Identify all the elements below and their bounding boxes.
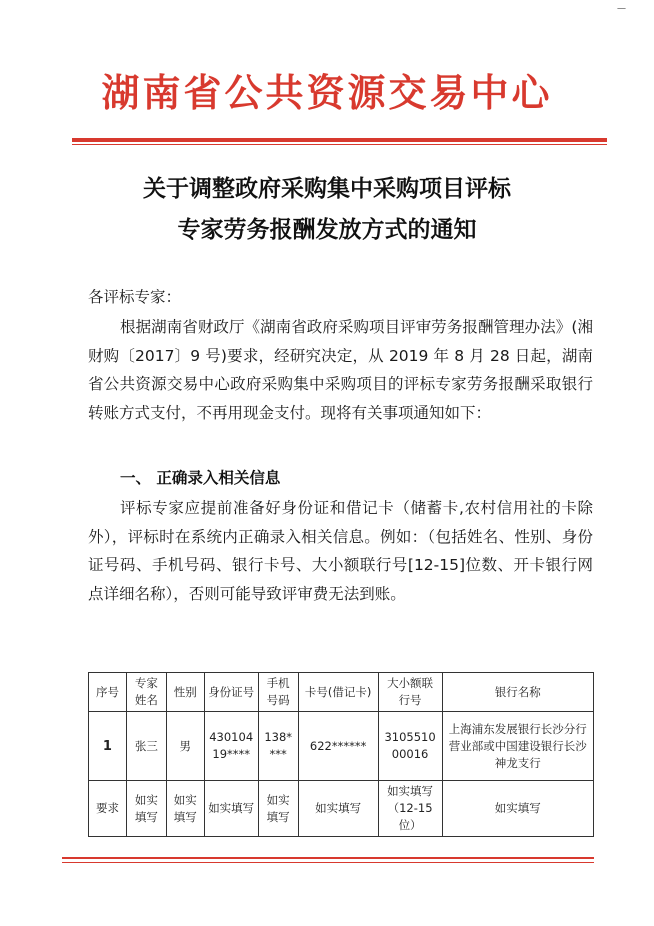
table-cell: 如实填写（12-15 位） bbox=[378, 781, 442, 837]
table-cell: 如实填写 bbox=[166, 781, 204, 837]
notice-title-line1: 关于调整政府采购集中采购项目评标 bbox=[143, 175, 511, 202]
table-cell: 1 bbox=[89, 712, 127, 781]
section-heading-1: 一、 正确录入相关信息 bbox=[120, 469, 281, 487]
header-cell: 专家姓名 bbox=[126, 673, 166, 712]
table-cell: 3105510 00016 bbox=[378, 712, 442, 781]
table-cell: 如实填写 bbox=[204, 781, 258, 837]
letterhead-rule-thin bbox=[72, 144, 607, 145]
salutation: 各评标专家： bbox=[88, 288, 182, 306]
letterhead-title: 湖南省公共资源交易中心 bbox=[101, 70, 553, 115]
info-table bbox=[88, 672, 594, 837]
table-cell: 如实填写 bbox=[258, 781, 298, 837]
paragraph-2: 评标专家应提前准备好身份证和借记卡（储蓄卡,农村信用社的卡除外），评标时在系统内正确录入相关信息。例如：（包括姓名、性别、身份证号码、手机号码、银行卡号、大小额联行号[12-15]位数、开卡银行网点详细名称），否则可能导致评审费无法到账。 bbox=[88, 499, 593, 603]
table-cell: 430104 19**** bbox=[204, 712, 258, 781]
paragraph-1: 根据湖南省财政厅《湖南省政府采购项目评审劳务报酬管理办法》(湘财购〔2017〕9 号)要求，经研究决定，从 2019 年 8 月 28 日起，湖南省公共资源交易中心政府采购集中采购项目的评标专家劳务报酬采取银行转账方式支付，不再用现金支付。现将有关事项通知如下： bbox=[88, 318, 593, 422]
table-row bbox=[89, 781, 594, 837]
footer-rule-thin bbox=[62, 862, 594, 863]
header-cell: 性别 bbox=[166, 673, 204, 712]
table-cell: 男 bbox=[166, 712, 204, 781]
header-cell: 大小额联行号 bbox=[378, 673, 442, 712]
header-cell: 身份证号 bbox=[204, 673, 258, 712]
table-cell: 如实填写 bbox=[126, 781, 166, 837]
table-row bbox=[89, 712, 594, 781]
table-cell: 张三 bbox=[126, 712, 166, 781]
table-cell: 上海浦东发展银行长沙分行营业部或中国建设银行长沙神龙支行 bbox=[442, 712, 593, 781]
table-cell: 622****** bbox=[298, 712, 378, 781]
table-cell: 如实填写 bbox=[298, 781, 378, 837]
header-cell: 银行名称 bbox=[442, 673, 593, 712]
footer-rule-thick bbox=[62, 857, 594, 859]
header-cell: 卡号(借记卡) bbox=[298, 673, 378, 712]
table-cell: 要求 bbox=[89, 781, 127, 837]
table-cell: 138* *** bbox=[258, 712, 298, 781]
header-cell: 手机号码 bbox=[258, 673, 298, 712]
table-header-row bbox=[89, 673, 594, 712]
notice-title-line2: 专家劳务报酬发放方式的通知 bbox=[177, 216, 477, 243]
corner-mark: — bbox=[617, 4, 626, 14]
table-cell: 如实填写 bbox=[442, 781, 593, 837]
letterhead-rule-thick bbox=[72, 138, 607, 142]
header-cell: 序号 bbox=[89, 673, 127, 712]
